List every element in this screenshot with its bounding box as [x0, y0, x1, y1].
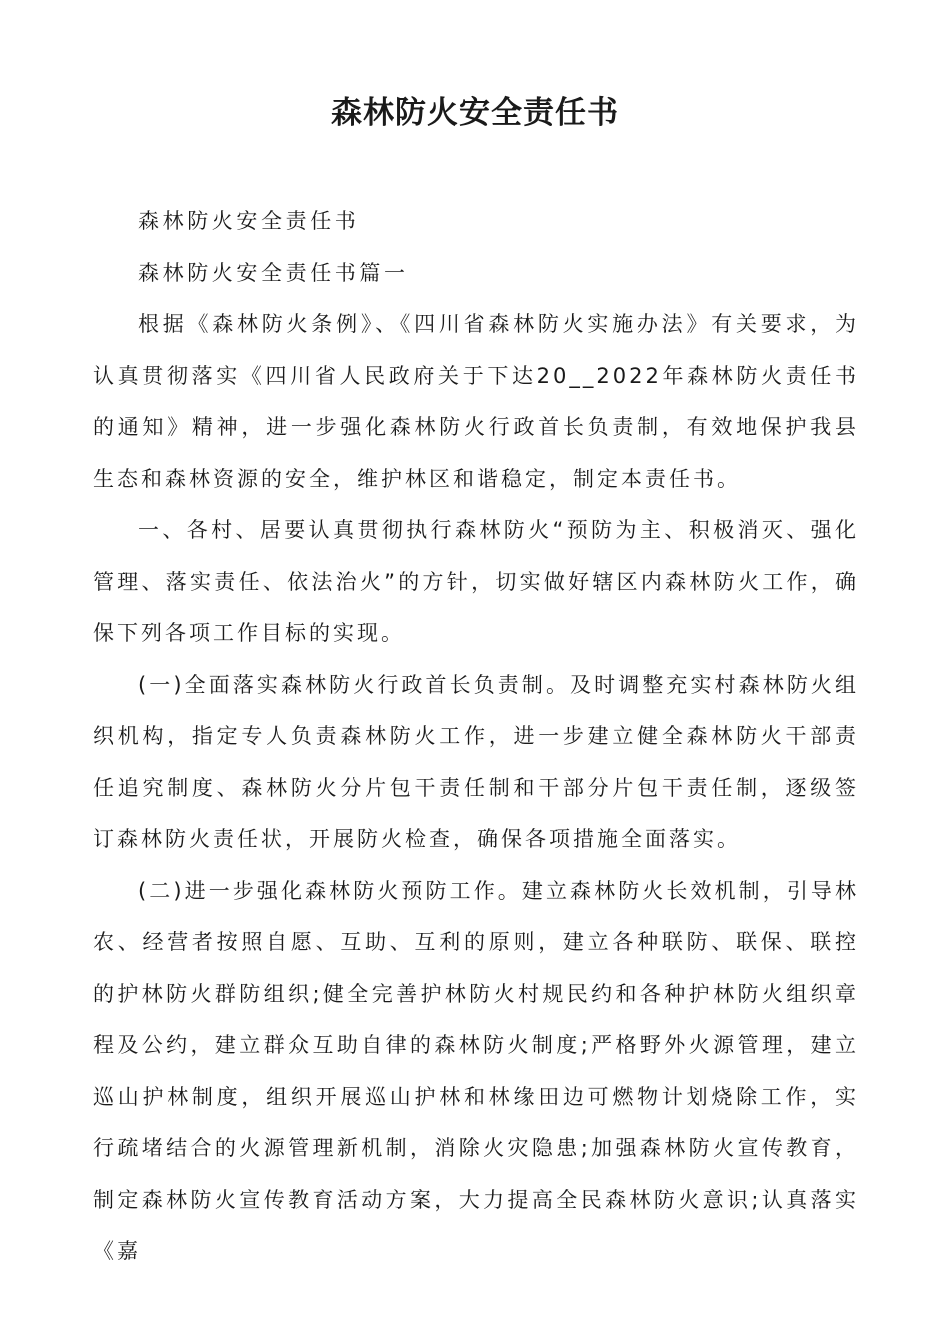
- paragraph: 根据《森林防火条例》、《四川省森林防火实施办法》有关要求，为认真贯彻落实《四川省人民政府关于下达20__2022年森林防火责任书的通知》精神，进一步强化森林防火行政首长负责制，有效地保护我县生态和森林资源的安全，维护林区和谐稳定，制定本责任书。: [93, 312, 859, 491]
- paragraph: 一、各村、居要认真贯彻执行森林防火“预防为主、积极消灭、强化管理、落实责任、依法治火”的方针，切实做好辖区内森林防火工作，确保下列各项工作目标的实现。: [93, 518, 859, 645]
- paragraph: (二)进一步强化森林防火预防工作。建立森林防火长效机制，引导林农、经营者按照自愿、互助、互利的原则，建立各种联防、联保、联控的护林防火群防组织;健全完善护林防火村规民约和各种护林防火组织章程及公约，建立群众互助自律的森林防火制度;严格野外火源管理，建立巡山护林制度，组织开展巡山护林和林缘田边可燃物计划烧除工作，实行疏堵结合的火源管理新机制，消除火灾隐患;加强森林防火宣传教育，制定森林防火宣传教育活动方案，大力提高全民森林防火意识;认真落实《嘉: [93, 878, 859, 1263]
- document-title: 森林防火安全责任书: [331, 95, 619, 131]
- paragraph: (一)全面落实森林防火行政首长负责制。及时调整充实村森林防火组织机构，指定专人负责森林防火工作，进一步建立健全森林防火干部责任追究制度、森林防火分片包干责任制和干部分片包干责任制，逐级签订森林防火责任状，开展防火检查，确保各项措施全面落实。: [93, 672, 859, 851]
- paragraph-subheading: 森林防火安全责任书篇一: [138, 260, 409, 285]
- document-body: [93, 196, 859, 1278]
- paragraph-heading: 森林防火安全责任书: [138, 209, 360, 233]
